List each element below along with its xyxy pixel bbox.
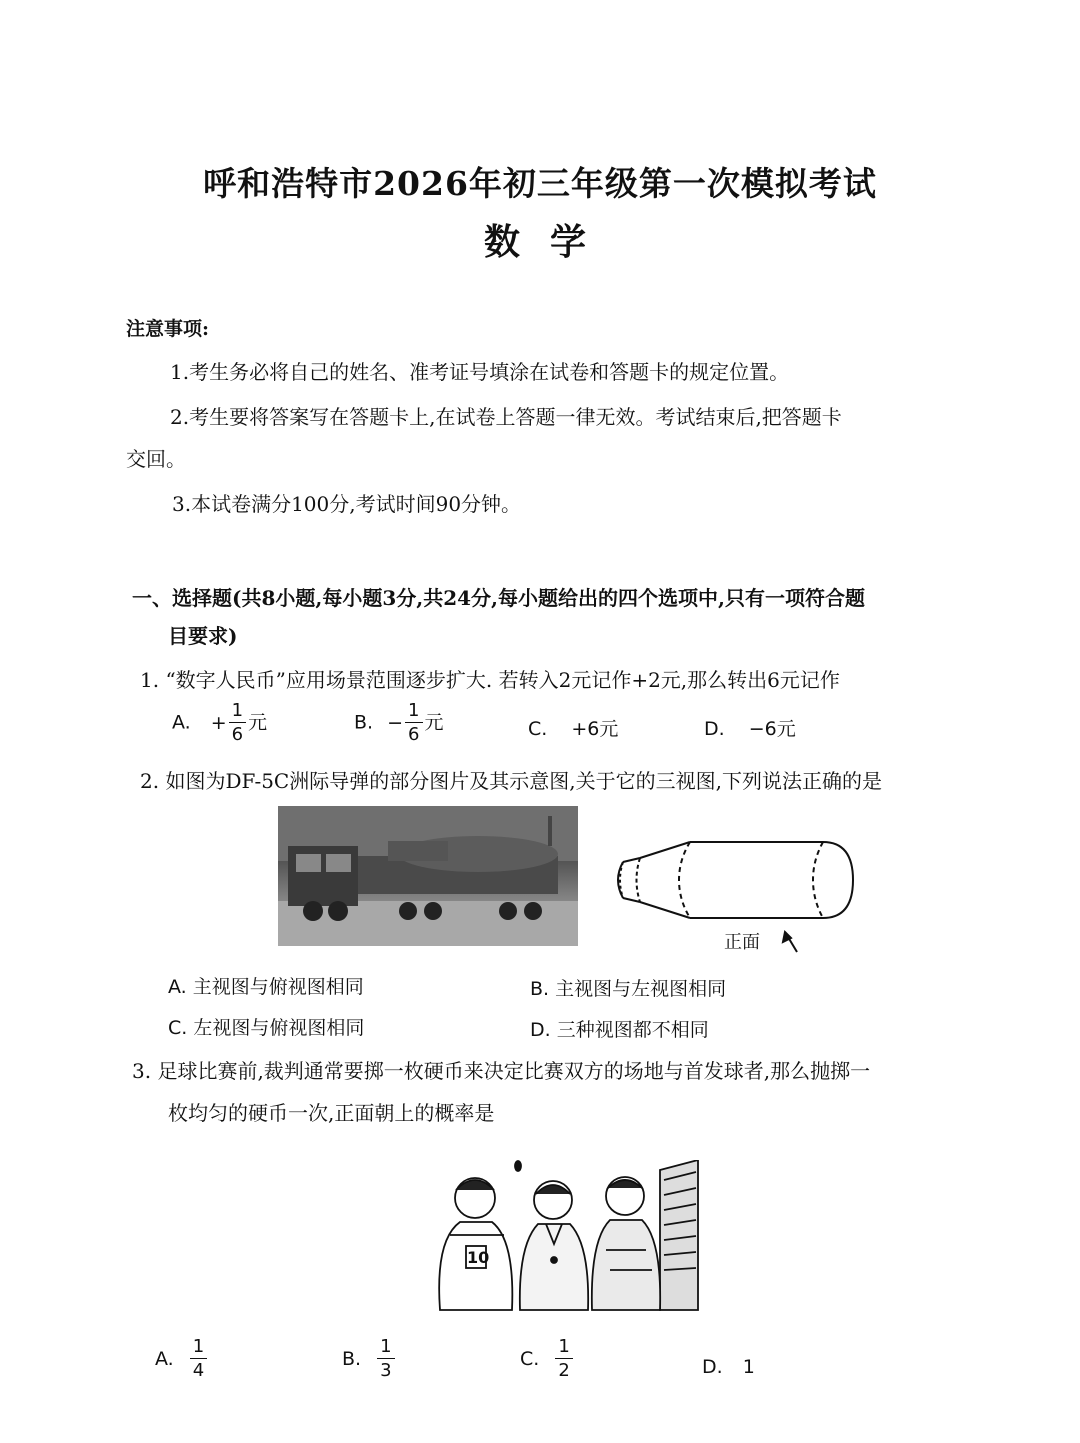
fraction: [555, 1338, 572, 1380]
q2-option-a[interactable]: A. 主视图与俯视图相同: [168, 976, 364, 998]
option-label: D.: [702, 1356, 723, 1378]
q2-option-b[interactable]: B. 主视图与左视图相同: [530, 978, 727, 1000]
q3-option-d[interactable]: [702, 1356, 755, 1378]
front-label: 正面: [724, 932, 760, 953]
q2-option-c[interactable]: C. 左视图与俯视图相同: [168, 1017, 365, 1039]
denominator: 6: [231, 724, 244, 745]
question-3-text: 3. 足球比赛前,裁判通常要掷一枚硬币来决定比赛双方的场地与首发球者,那么抛掷一: [132, 1059, 871, 1083]
numerator: 1: [555, 1338, 572, 1359]
denominator: 3: [380, 1360, 392, 1381]
option-label: C.: [528, 718, 548, 740]
notice-item-3: 3.本试卷满分100分,考试时间90分钟。: [172, 492, 522, 516]
fraction: [190, 1338, 207, 1380]
fraction: [377, 1338, 394, 1380]
section-heading-cont: 目要求): [168, 624, 238, 648]
coin-toss-illustration: [420, 1160, 700, 1320]
option-label: A.: [172, 711, 191, 734]
option-text: −6元: [748, 718, 796, 740]
missile-photo: [278, 806, 578, 946]
sign: +: [210, 711, 227, 734]
section-heading: 一、选择题(共8小题,每小题3分,共24分,每小题给出的四个选项中,只有一项符合题: [132, 586, 865, 610]
notice-item-1: 1.考生务必将自己的姓名、准考证号填涂在试卷和答题卡的规定位置。: [170, 360, 790, 384]
numerator: 1: [190, 1338, 207, 1359]
question-3-text-cont: 枚均匀的硬币一次,正面朝上的概率是: [168, 1101, 495, 1125]
option-text: +6元: [571, 718, 619, 740]
unit: 元: [424, 711, 444, 734]
q3-option-b[interactable]: [342, 1338, 397, 1380]
question-1-text: 1. “数字人民币”应用场景范围逐步扩大. 若转入2元记作+2元,那么转出6元记作: [140, 668, 840, 692]
numerator: 1: [377, 1338, 394, 1359]
notice-heading: 注意事项:: [126, 318, 210, 340]
exam-title: 呼和浩特市2026年初三年级第一次模拟考试: [203, 164, 877, 203]
option-label: D.: [704, 718, 725, 740]
q1-option-b[interactable]: [354, 702, 444, 744]
option-label: A.: [155, 1348, 174, 1370]
numerator: 1: [405, 702, 422, 723]
q3-option-a[interactable]: [155, 1338, 209, 1380]
option-label: B.: [342, 1348, 362, 1370]
numerator: 1: [229, 702, 246, 723]
q1-option-c[interactable]: [528, 714, 618, 741]
notice-item-2: 2.考生要将答案写在答题卡上,在试卷上答题一律无效。考试结束后,把答题卡: [170, 405, 842, 429]
q1-option-d[interactable]: [704, 714, 796, 741]
fraction: [229, 702, 246, 744]
referee-cartoon: [420, 1160, 700, 1320]
option-text: 1: [742, 1356, 755, 1378]
missile-truck-image: [278, 806, 578, 946]
jersey-number: 10: [467, 1248, 490, 1267]
denominator: 6: [408, 724, 420, 745]
denominator: 4: [192, 1360, 205, 1381]
option-label: B.: [354, 711, 374, 734]
unit: 元: [248, 711, 268, 734]
question-2-text: 2. 如图为DF-5C洲际导弹的部分图片及其示意图,关于它的三视图,下列说法正确的是: [140, 769, 882, 793]
denominator: 2: [558, 1360, 570, 1381]
q3-option-c[interactable]: [520, 1338, 575, 1380]
option-label: C.: [520, 1348, 540, 1370]
notice-item-2-cont: 交回。: [126, 447, 186, 471]
sign: −: [387, 711, 404, 734]
exam-subject: 数学: [483, 221, 616, 263]
fraction: [405, 702, 422, 744]
q1-option-a[interactable]: [172, 702, 267, 744]
q2-option-d[interactable]: D. 三种视图都不相同: [530, 1019, 709, 1041]
